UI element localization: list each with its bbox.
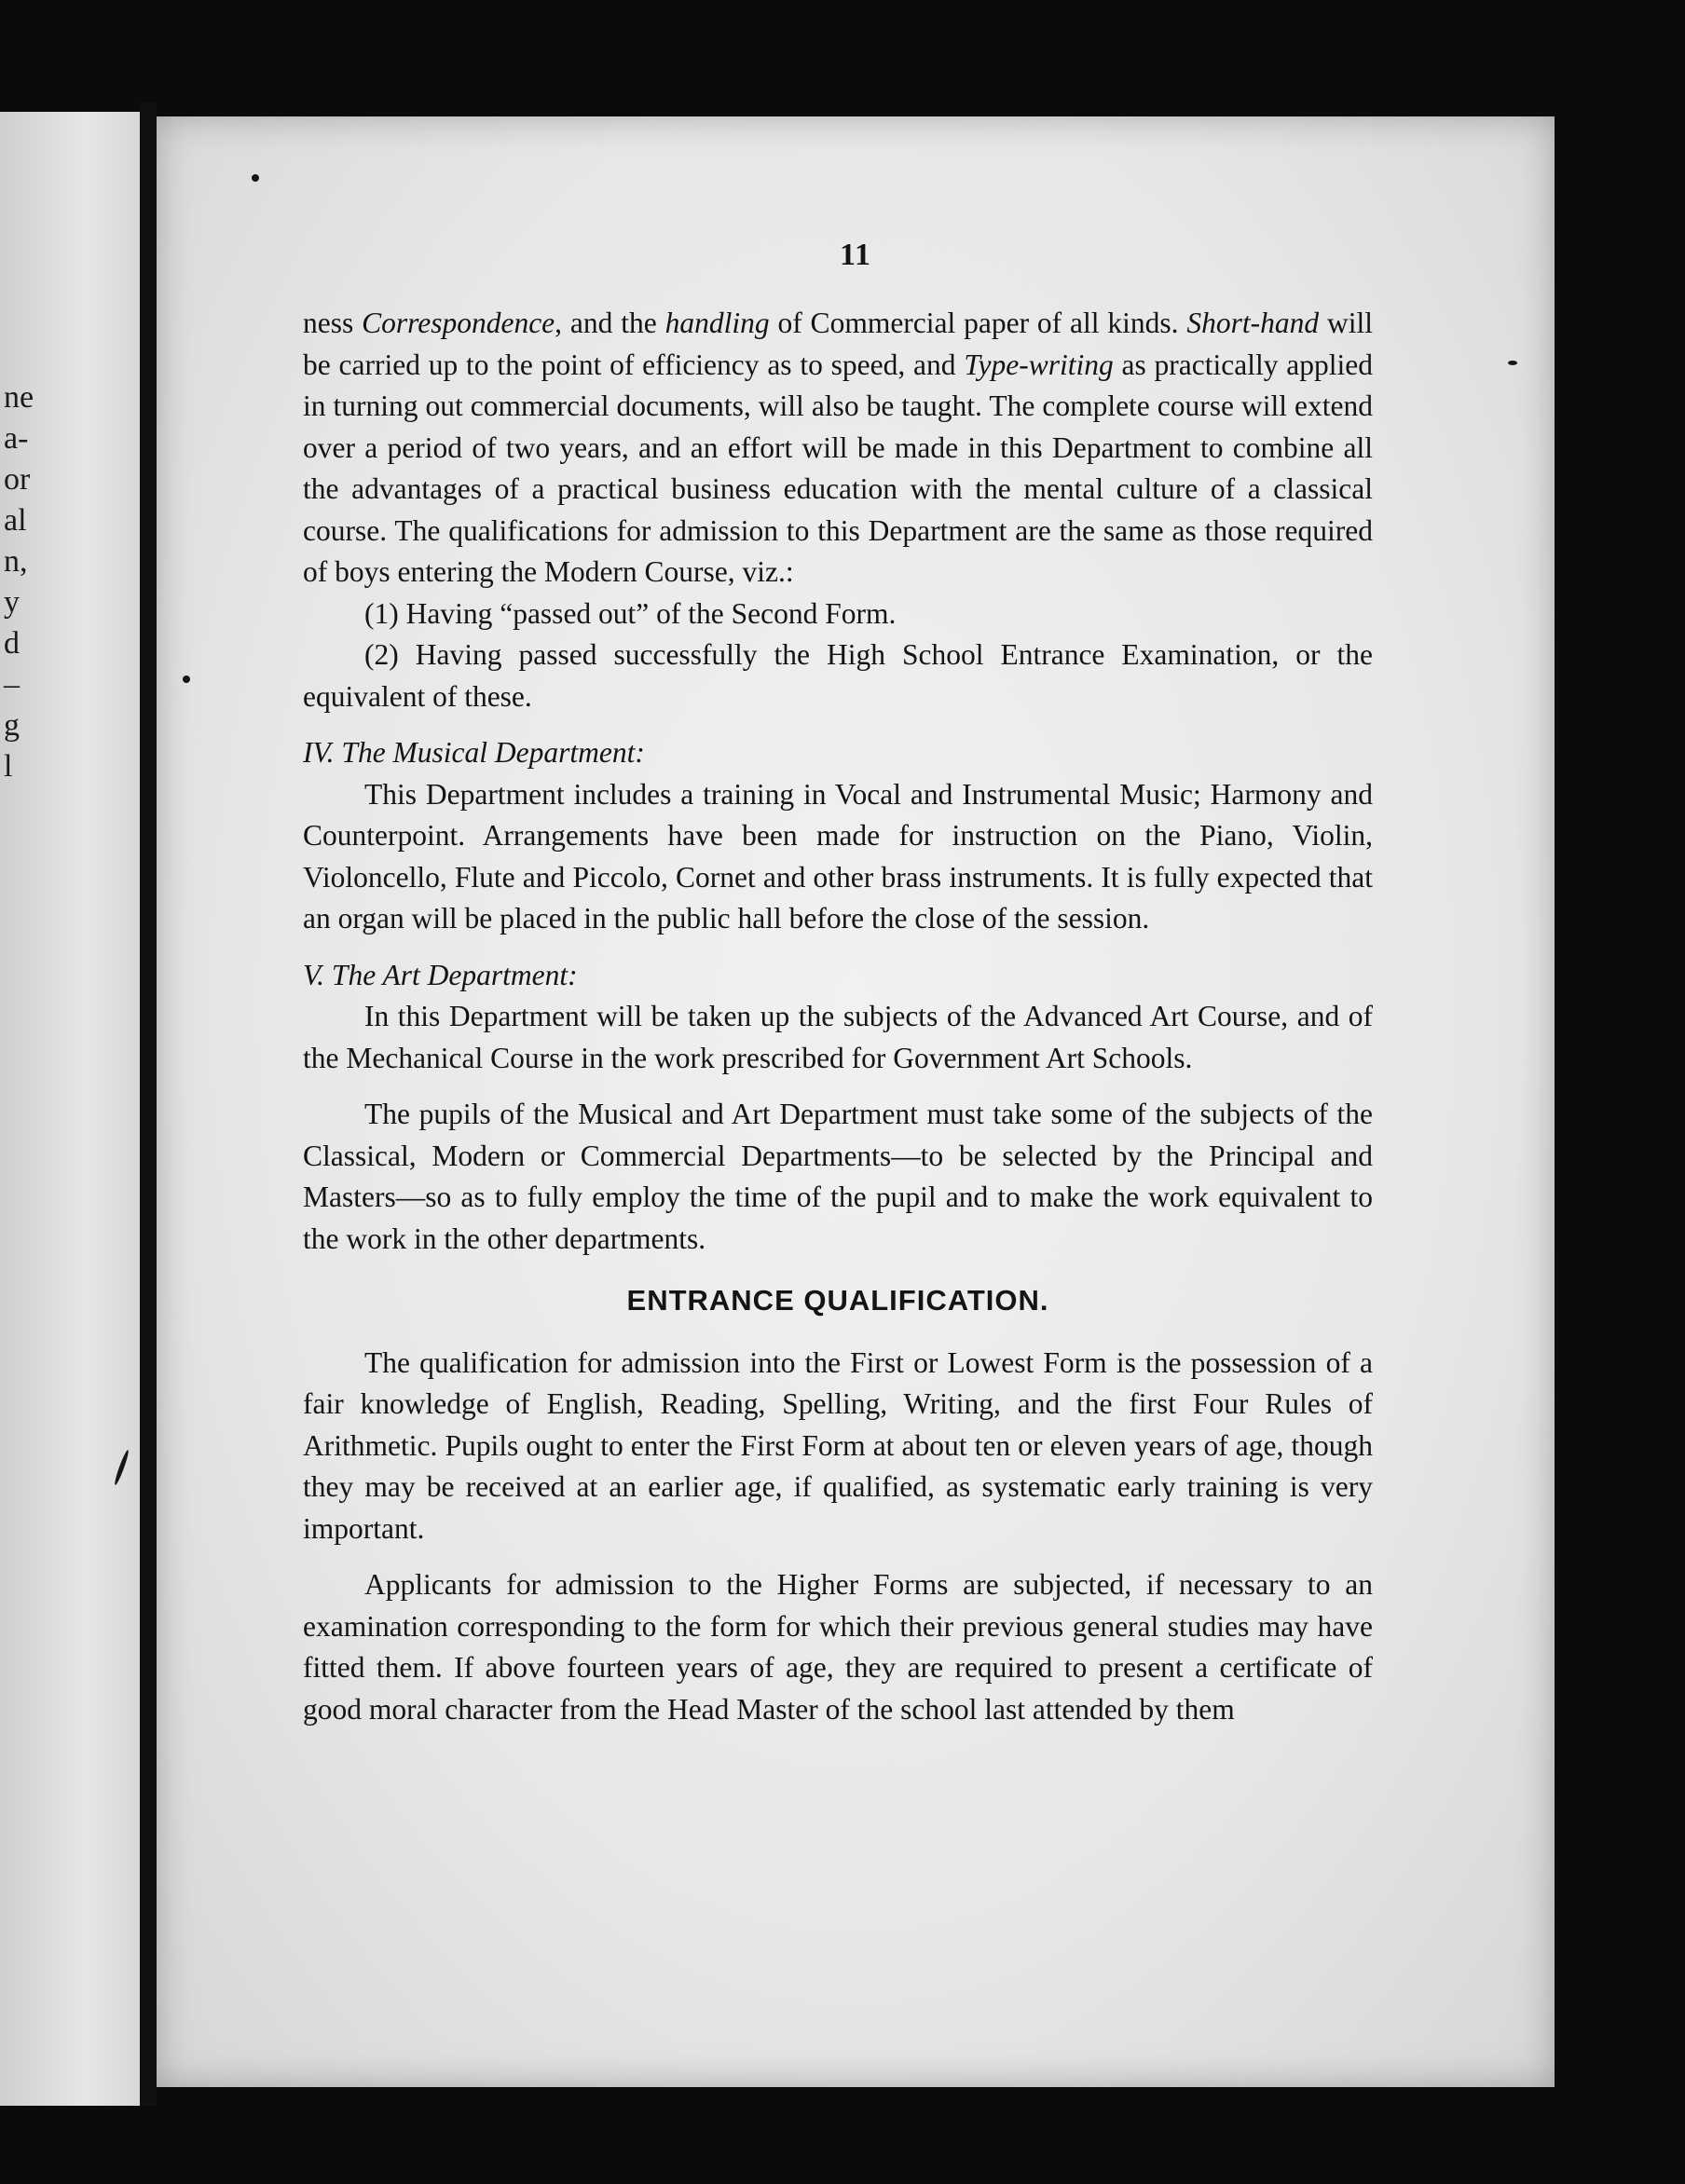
ink-speck bbox=[252, 174, 259, 182]
text-run: of Commercial paper of all kinds. bbox=[769, 307, 1187, 339]
left-fragment: d bbox=[4, 626, 20, 661]
qualification-item-1: (1) Having “passed out” of the Second Form. bbox=[364, 596, 897, 630]
paragraph-commercial bbox=[303, 303, 1373, 594]
paragraph-entrance-1: The qualification for admission into the First or Lowest Form is the possession of a fair knowledge of English, Reading, Spelling, Writing, and the first Four Rules of Arithmetic. Pupils ought to enter the First Form at about ten or eleven years of age, though they may be received at an earlier age, if qualified, as systematic early training is very important. bbox=[303, 1345, 1373, 1545]
heading-entrance-qualification: ENTRANCE QUALIFICATION. bbox=[626, 1284, 1049, 1317]
left-fragment: g bbox=[4, 708, 20, 743]
heading-musical-department: IV. The Musical Department: bbox=[303, 736, 645, 769]
paragraph-art-1: In this Department will be taken up the subjects of the Advanced Art Course, and of the Mechanical Course in the work prescribed for Government Art Schools. bbox=[303, 1000, 1373, 1074]
ink-speck bbox=[183, 676, 190, 683]
left-fragment: – bbox=[4, 667, 20, 702]
document-page bbox=[157, 116, 1555, 2087]
left-fragment: a- bbox=[4, 421, 29, 456]
left-fragment: ne bbox=[4, 380, 34, 415]
italic-term: handling bbox=[664, 307, 770, 339]
italic-term: Correspondence bbox=[362, 307, 555, 339]
text-run: as practically applied in turning out commercial documents, will also be taught. The complete course will extend over a period of two years, and an effort will be made in this Department to combine all the advantages of a practical business education with the mental culture of a classical course. The qualifications for admission to this Department are the same as those required of boys entering the Modern Course, viz.: bbox=[303, 348, 1373, 588]
left-fragment: or bbox=[4, 462, 31, 497]
left-page-text-fragments bbox=[0, 377, 140, 787]
page-number: 11 bbox=[839, 238, 872, 272]
heading-art-department: V. The Art Department: bbox=[303, 958, 578, 991]
text-run: , and the bbox=[555, 307, 665, 339]
text-run: will be carried up to the point of efficiency as to speed, and bbox=[303, 307, 1373, 381]
text-run: ness bbox=[303, 307, 363, 339]
qualification-item-2: (2) Having passed successfully the High School Entrance Examination, or the equivalent of these. bbox=[303, 638, 1373, 713]
paragraph-art-2: The pupils of the Musical and Art Department must take some of the subjects of the Classical, Modern or Commercial Departments—to be selected by the Principal and Masters—so as to fully employ the time of the pupil and to make the work equivalent to the work in the other departments. bbox=[303, 1098, 1373, 1255]
italic-term: Type-writing bbox=[964, 348, 1114, 381]
left-fragment: y bbox=[4, 585, 20, 620]
paragraph-musical: This Department includes a training in Vocal and Instrumental Music; Harmony and Counterpoint. Arrangements have been made for instruction on the Piano, Violin, Violoncello, Flute and Piccolo, Cornet and other brass instruments. It is fully expected that an organ will be placed in the public hall before the close of the session. bbox=[303, 777, 1373, 935]
book-gutter bbox=[140, 102, 157, 2106]
left-fragment: l bbox=[4, 749, 13, 784]
left-fragment: al bbox=[4, 503, 27, 538]
body-text bbox=[303, 303, 1373, 1730]
italic-term: Short-hand bbox=[1186, 307, 1320, 339]
left-fragment: n, bbox=[4, 544, 28, 579]
ink-speck bbox=[1508, 361, 1517, 365]
paragraph-entrance-2: Applicants for admission to the Higher Forms are subjected, if necessary to an examination corresponding to the form for which their previous general studies may have fitted them. If above fourteen years of age, they are required to present a certificate of good moral character from the Head Master of the school last attended by them bbox=[303, 1568, 1373, 1726]
